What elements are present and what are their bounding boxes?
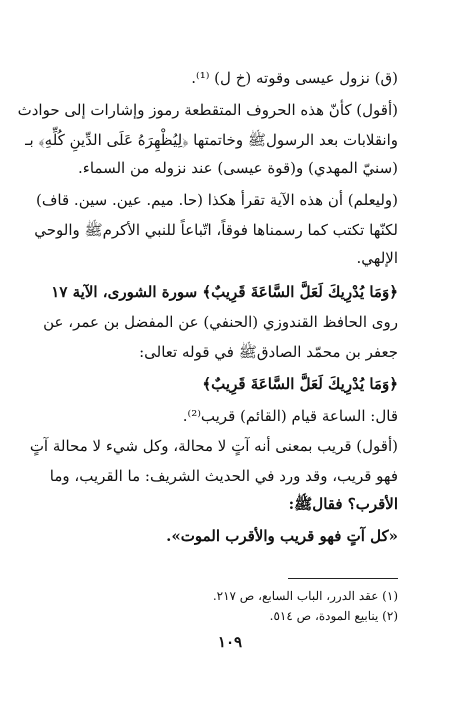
body-line: وانقلابات بعد الرسولﷺ وخاتمتها ﴿لِيُظْهِرَهُ عَلَى الدِّينِ كُلِّهِ﴾ بـ [25, 131, 398, 149]
body-line: جعفر بن محمّد الصادقﷺ في قوله تعالى: [139, 343, 398, 361]
body-line: (سنيّ المهدي) و(قوة عيسى) عند نزوله من السماء. [78, 159, 398, 177]
body-line: الأقرب؟ فقالﷺ: [288, 495, 398, 513]
body-line: الإلهي. [356, 249, 398, 267]
body-line: روى الحافظ القندوزي (الحنفي) عن المفضل بن عمر، عن [43, 313, 398, 331]
body-line: قال: الساعة قيام (القائم) قريب⁽²⁾. [182, 407, 398, 425]
quran-verse-line: ﴿وَمَا يُدْرِيكَ لَعَلَّ السَّاعَةَ قَرِيبٌ﴾ [202, 375, 398, 393]
footnote: (٢) ينابيع المودة، ص ٥١٤. [269, 609, 398, 623]
body-line: (وليعلم) أن هذه الآية تقرأ هكذا (حا. ميم. عين. سين. قاف) [36, 191, 398, 209]
page-number: ١٠٩ [217, 633, 243, 651]
body-line: فهو قريب، وقد ورد في الحديث الشريف: ما القريب، وما [49, 467, 398, 485]
body-line: (ق) نزول عيسى وقوته (خ ل) ⁽¹⁾. [191, 69, 398, 87]
body-line: (أقول) كأنّ هذه الحروف المتقطعة رموز وإشارات إلى حوادث [17, 101, 398, 119]
body-line: (أقول) قريب بمعنى أنه آتٍ لا محالة، وكل شيء لا محالة آتٍ [29, 437, 398, 455]
body-line: لكنّها تكتب كما رسمناها فوقاً، اتّباعاً للنبي الأكرمﷺ والوحي [34, 221, 398, 239]
footnote-divider [288, 578, 398, 579]
quran-verse-line: ﴿وَمَا يُدْرِيكَ لَعَلَّ السَّاعَةَ قَرِيبٌ﴾ سورة الشورى، الآية ١٧ [51, 283, 398, 301]
footnote: (١) عقد الدرر، الباب السابع، ص ٢١٧. [212, 589, 398, 603]
quote-line: «كل آتٍ فهو قريب والأقرب الموت». [166, 527, 398, 545]
